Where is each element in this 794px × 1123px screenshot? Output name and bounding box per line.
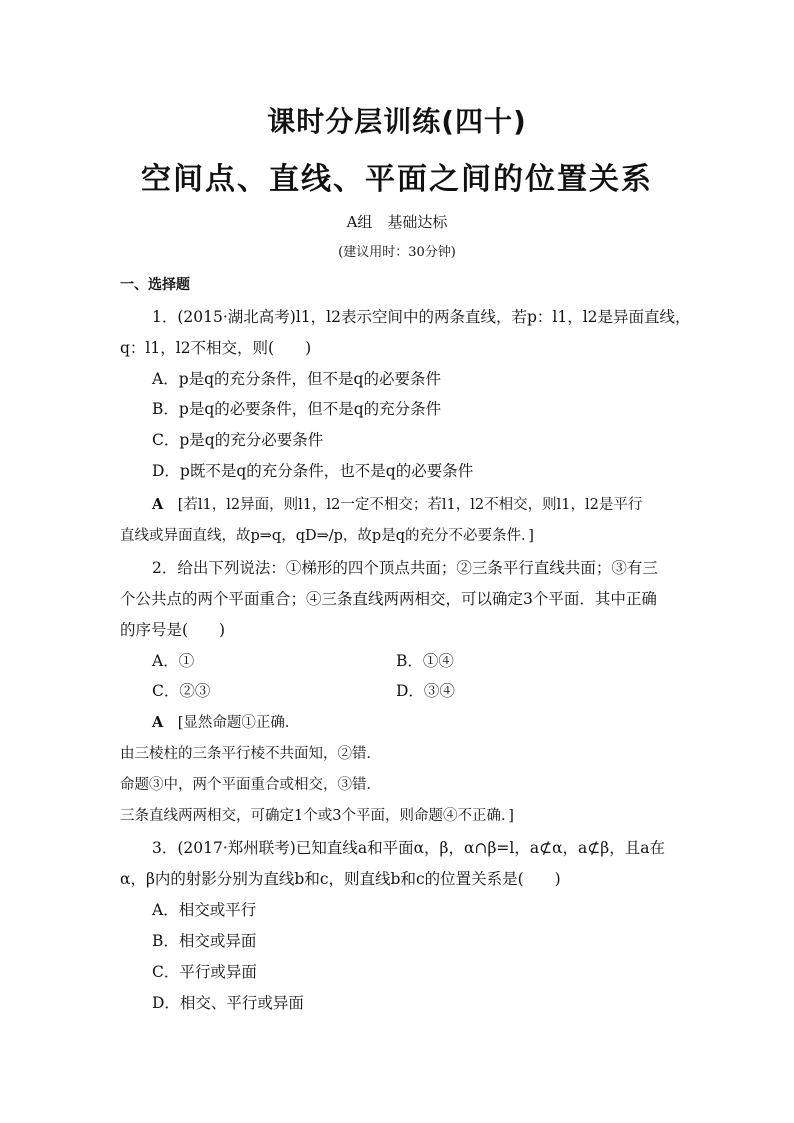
q3-option-d: D．相交、平行或异面 xyxy=(152,994,304,1012)
q3-stem-line1: 3．(2017·郑州联考)已知直线a和平面α，β，α∩β=l，a⊄α，a⊄β，且a在 xyxy=(152,839,665,857)
q3-stem-line2: α，β内的射影分别为直线b和c，则直线b和c的位置关系是( ) xyxy=(120,870,561,888)
q2-stem-line1: 2．给出下列说法：①梯形的四个顶点共面；②三条平行直线共面；③有三 xyxy=(152,559,658,577)
q2-stem-line3: 的序号是( ) xyxy=(120,621,226,639)
q3-option-a: A．相交或平行 xyxy=(152,901,257,919)
q1-option-b: B．p是q的必要条件，但不是q的充分条件 xyxy=(152,400,442,418)
q1-explanation-1: [若l1，l2异面，则l1，l2一定不相交；若l1，l2不相交，则l1，l2是平行 xyxy=(177,497,643,513)
q1-option-a: A．p是q的充分条件，但不是q的必要条件 xyxy=(152,370,441,388)
q1-option-c: C．p是q的充分必要条件 xyxy=(152,431,324,449)
q1-answer-line2: 直线或异面直线，故p⇒q，qD⇒/p，故p是q的充分不必要条件．] xyxy=(120,528,534,544)
section-heading: 一、选择题 xyxy=(120,277,190,293)
q2-answer-line2: 由三棱柱的三条平行棱不共面知，②错． xyxy=(120,746,381,762)
q2-option-d: D．③④ xyxy=(396,682,455,700)
q1-answer-line1 xyxy=(152,493,642,514)
q1-answer-letter: A xyxy=(152,496,164,513)
q2-option-c: C．②③ xyxy=(152,682,211,700)
q1-stem-line1: 1．(2015·湖北高考)l1，l2表示空间中的两条直线，若p：l1，l2是异面直线， xyxy=(152,308,691,326)
page-subtitle: 空间点、直线、平面之间的位置关系 xyxy=(141,162,653,197)
q2-option-b: B．①④ xyxy=(396,652,454,670)
q3-option-c: C．平行或异面 xyxy=(152,963,257,981)
group-label: A组 基础达标 xyxy=(346,213,448,231)
q2-answer-letter: A xyxy=(152,714,164,731)
q2-answer-line4: 三条直线两两相交，可确定1个或3个平面，则命题④不正确．] xyxy=(120,808,514,824)
q2-answer-line3: 命题③中，两个平面重合或相交，③错． xyxy=(120,777,381,793)
q2-answer-line1 xyxy=(152,711,299,732)
q2-option-a: A．① xyxy=(152,652,195,670)
suggested-time: (建议用时：30分钟) xyxy=(338,245,456,260)
q1-option-d: D．p既不是q的充分条件，也不是q的必要条件 xyxy=(152,462,474,480)
q2-explanation-1: [显然命题①正确． xyxy=(177,715,300,731)
q2-stem-line2: 个公共点的两个平面重合；④三条直线两两相交，可以确定3个平面．其中正确 xyxy=(120,590,657,608)
q1-stem-line2: q：l1，l2不相交，则( ) xyxy=(120,339,312,357)
page-title: 课时分层训练(四十) xyxy=(267,105,527,138)
q3-option-b: B．相交或异面 xyxy=(152,932,257,950)
